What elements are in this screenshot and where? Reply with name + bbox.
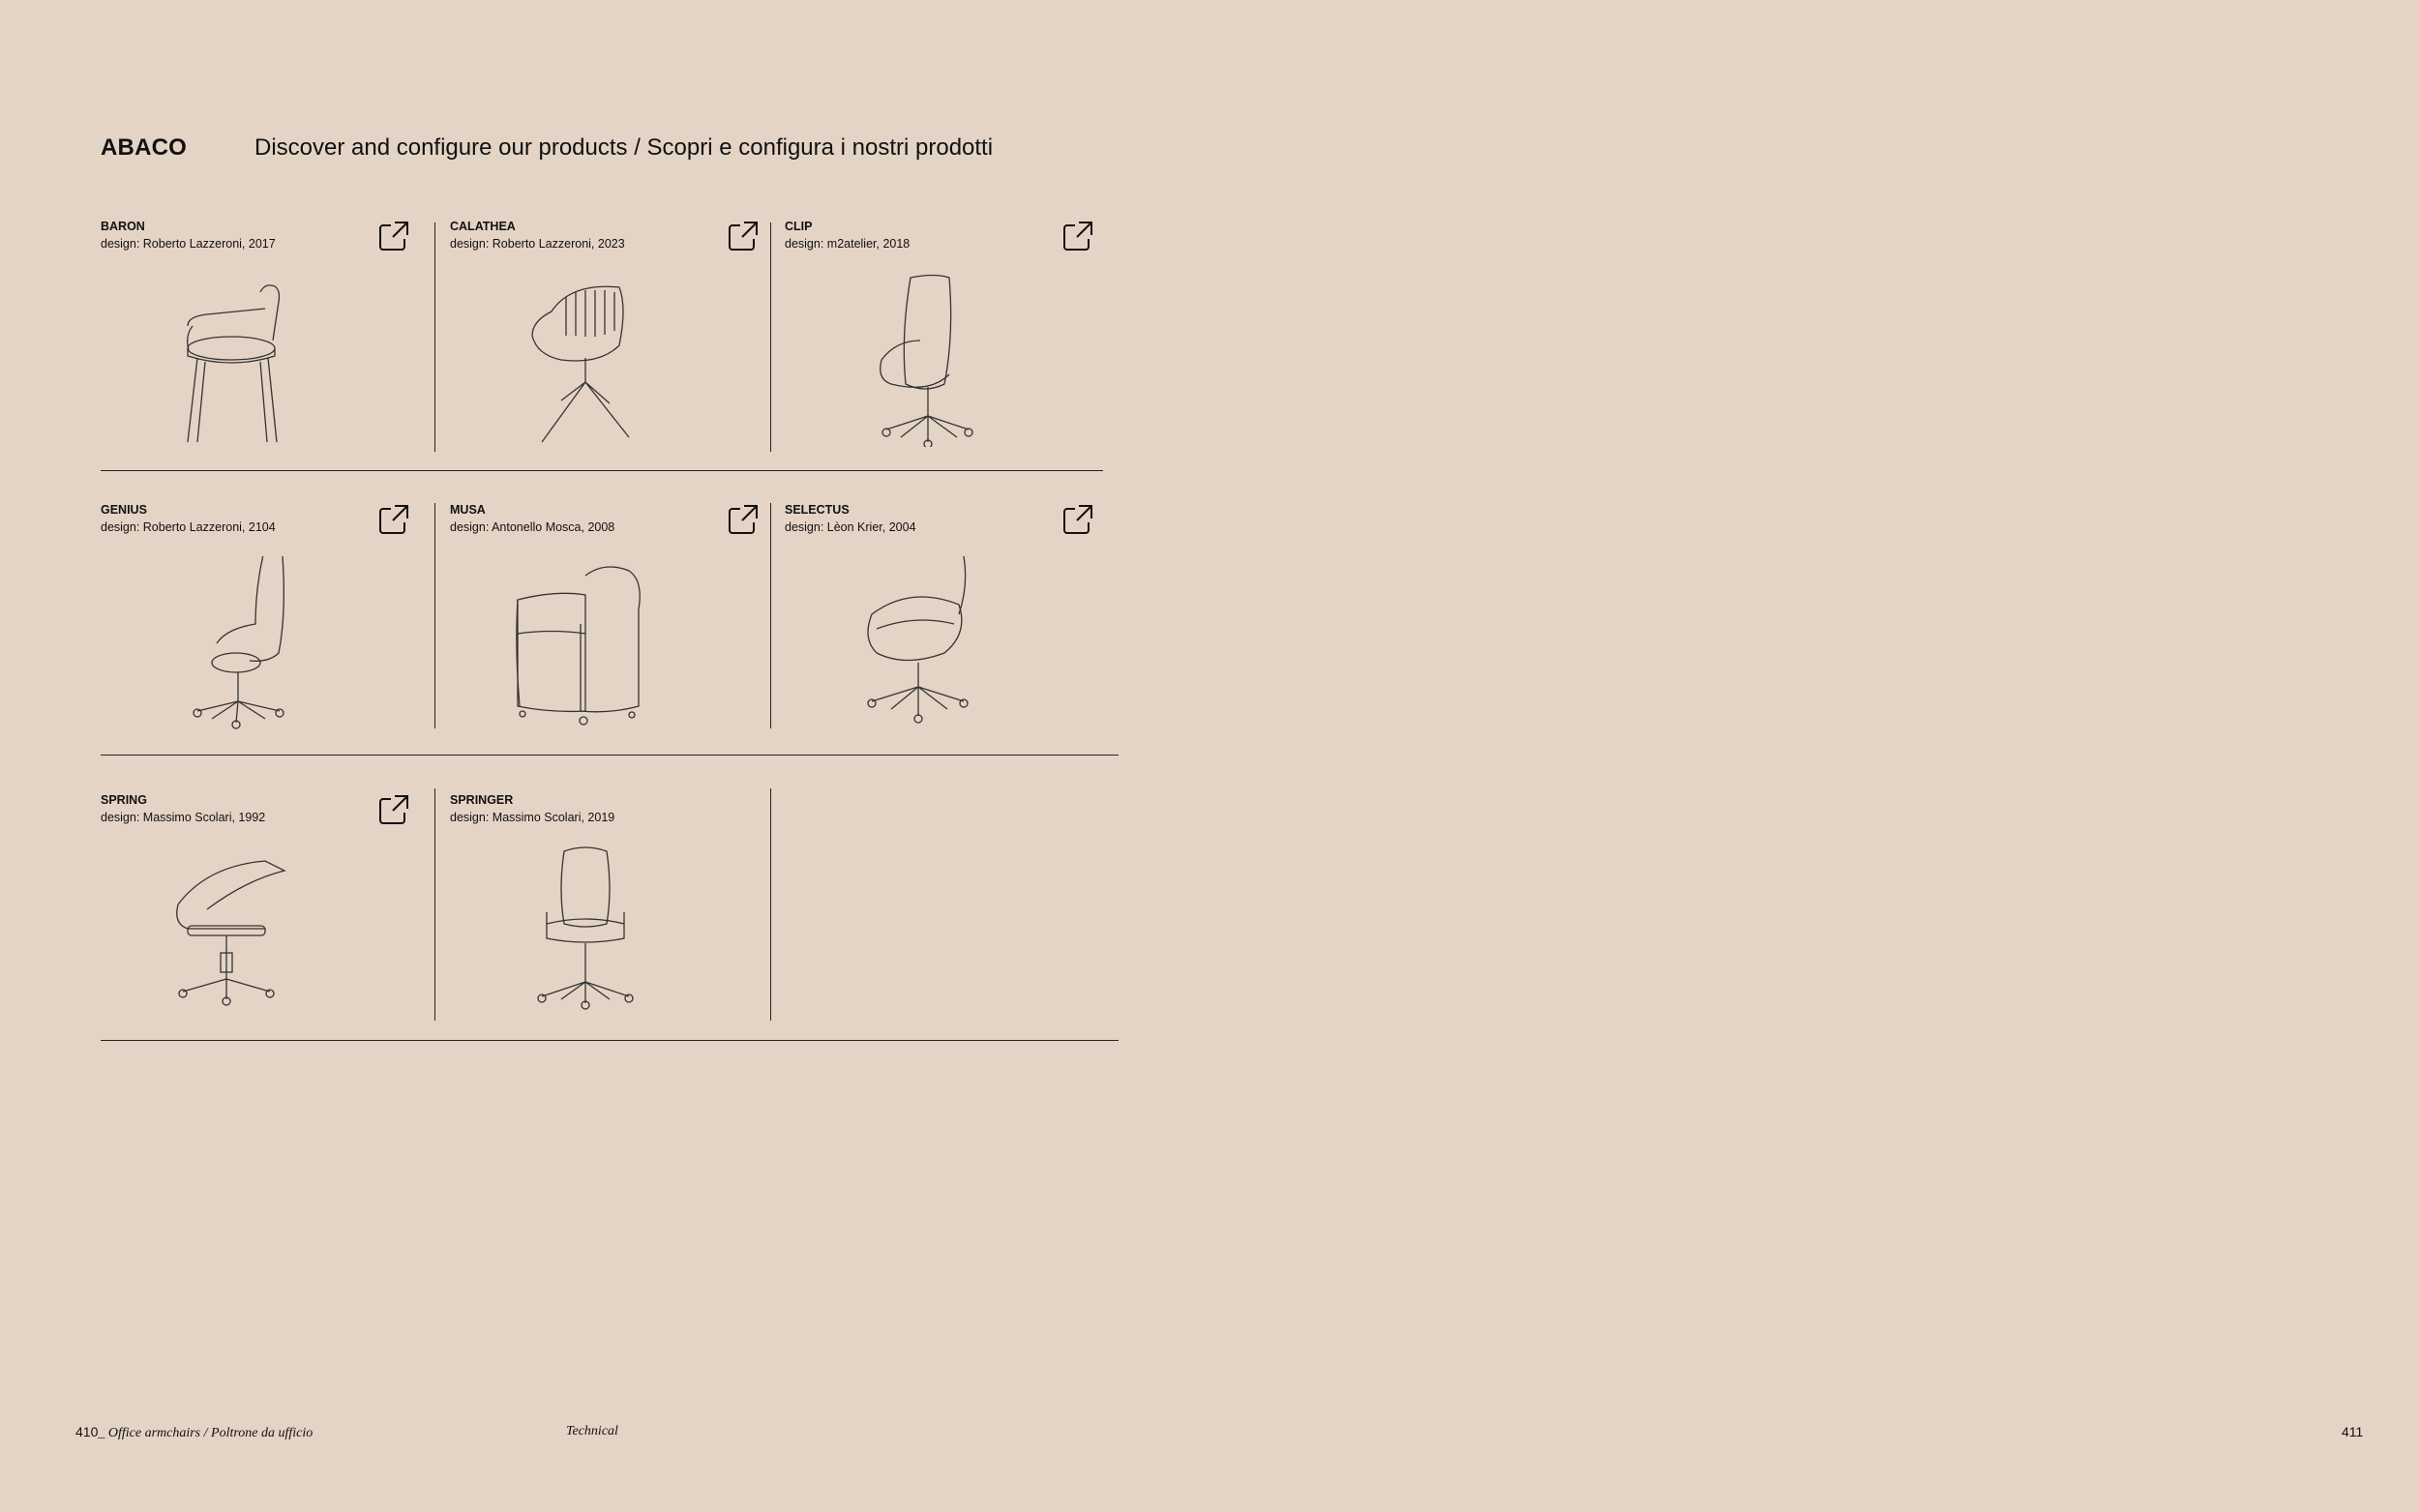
col-divider [434, 503, 435, 728]
external-link-icon[interactable] [1061, 503, 1094, 536]
page-number-right: 411 [2342, 1424, 2364, 1439]
section-title: _ Office armchairs / Poltrone da ufficio [98, 1426, 314, 1440]
product-name: MUSA [450, 503, 486, 517]
product-designer: design: Massimo Scolari, 2019 [450, 811, 615, 824]
footer-center-label: Technical [566, 1424, 618, 1438]
col-divider [434, 788, 435, 1021]
product-designer: design: Massimo Scolari, 1992 [101, 811, 266, 824]
col-divider [770, 788, 771, 1021]
product-name: SPRING [101, 793, 147, 807]
row-divider-1 [101, 470, 1103, 471]
chair-illustration [843, 556, 1007, 730]
col-divider [770, 222, 771, 452]
external-link-icon[interactable] [377, 503, 410, 536]
col-divider [770, 503, 771, 728]
page-header-title: Discover and configure our products / Scopri e configura i nostri prodotti [254, 134, 994, 161]
product-card-musa [450, 503, 769, 735]
page-number-left: 410 [75, 1424, 99, 1439]
product-name: SPRINGER [450, 793, 514, 807]
footer-section [75, 1424, 313, 1441]
row-divider-3 [101, 1040, 1119, 1041]
chair-illustration [843, 273, 1007, 447]
chair-illustration [159, 846, 323, 1021]
col-divider [434, 222, 435, 452]
product-card-baron [101, 220, 420, 452]
product-card-genius [101, 503, 420, 735]
product-name: CALATHEA [450, 220, 516, 233]
external-link-icon[interactable] [727, 220, 760, 252]
product-name: GENIUS [101, 503, 147, 517]
external-link-icon[interactable] [1061, 220, 1094, 252]
product-designer: design: Antonello Mosca, 2008 [450, 520, 615, 534]
product-designer: design: Roberto Lazzeroni, 2104 [101, 520, 276, 534]
product-designer: design: Roberto Lazzeroni, 2017 [101, 237, 276, 251]
chair-illustration [508, 846, 672, 1021]
product-name: BARON [101, 220, 145, 233]
chair-illustration [508, 273, 672, 447]
chair-illustration [508, 556, 672, 730]
product-card-spring [101, 793, 420, 1025]
product-designer: design: Roberto Lazzeroni, 2023 [450, 237, 625, 251]
product-card-selectus [785, 503, 1104, 735]
external-link-icon[interactable] [377, 220, 410, 252]
product-name: CLIP [785, 220, 813, 233]
product-card-clip [785, 220, 1104, 452]
product-name: SELECTUS [785, 503, 850, 517]
row-divider-2 [101, 755, 1119, 756]
page-header-label: ABACO [101, 134, 187, 161]
chair-illustration [159, 273, 323, 447]
external-link-icon[interactable] [377, 793, 410, 826]
product-card-springer [450, 793, 769, 1025]
chair-illustration [159, 556, 323, 730]
product-designer: design: Lèon Krier, 2004 [785, 520, 916, 534]
product-card-calathea [450, 220, 769, 452]
external-link-icon[interactable] [727, 503, 760, 536]
product-designer: design: m2atelier, 2018 [785, 237, 911, 251]
